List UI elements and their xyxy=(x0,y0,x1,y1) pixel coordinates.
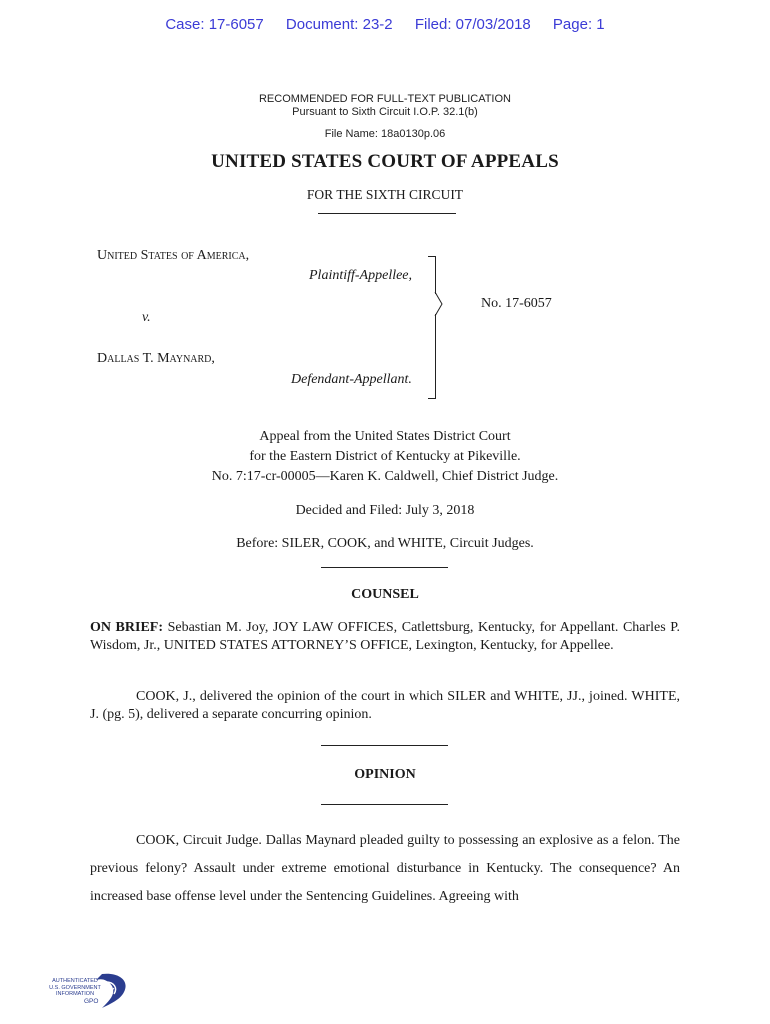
logo-text-authenticated: AUTHENTICATED xyxy=(52,978,98,984)
logo-text-information: INFORMATION xyxy=(55,991,95,997)
publication-recommendation: RECOMMENDED FOR FULL-TEXT PUBLICATION xyxy=(258,93,511,105)
counsel-heading: COUNSEL xyxy=(351,587,419,602)
plaintiff-role: Plaintiff-Appellee, xyxy=(309,268,413,283)
defendant-role: Defendant-Appellant. xyxy=(291,372,412,387)
opinion-heading: OPINION xyxy=(354,767,416,782)
gpo-authentication-logo xyxy=(40,970,140,1012)
counsel-text: Sebastian M. Joy, JOY LAW OFFICES, Catlettsburg, Kentucky, for Appellant. Charles P. Wisdom, Jr., UNITED STATES ATTORNEY’S OFFICE, Lexington, Kentucky, for Appellee. xyxy=(90,620,680,653)
panel-divider xyxy=(321,567,448,568)
defendant-name: Dallas T. Maynard, xyxy=(97,351,215,366)
court-title: UNITED STATES COURT OF APPEALS xyxy=(211,151,559,172)
appeal-line-2: for the Eastern District of Kentucky at Pikeville. xyxy=(249,449,521,464)
page-number-stamp: Page: 1 xyxy=(552,16,605,33)
counsel-paragraph xyxy=(90,619,680,655)
publication-rule: Pursuant to Sixth Circuit I.O.P. 32.1(b) xyxy=(292,106,478,118)
filing-header xyxy=(0,16,770,33)
logo-text-government: U.S. GOVERNMENT xyxy=(49,984,101,991)
circuit-name: FOR THE SIXTH CIRCUIT xyxy=(306,187,464,202)
opinion-bottom-divider xyxy=(321,804,448,805)
opinion-top-divider xyxy=(321,745,448,746)
decided-date: Decided and Filed: July 3, 2018 xyxy=(295,503,475,518)
plaintiff-name: United States of America, xyxy=(97,248,250,263)
opinion-delivery: COOK, J., delivered the opinion of the court in which SILER and WHITE, JJ., joined. WHITE, J. (pg. 5), delivered a separate concurring opinion. xyxy=(90,689,680,722)
docket-number: No. 17-6057 xyxy=(481,296,552,311)
file-name: File Name: 18a0130p.06 xyxy=(324,128,446,140)
opinion-text: COOK, Circuit Judge. Dallas Maynard pleaded guilty to possessing an explosive as a felon. The previous felony? Assault under extreme emotional disturbance in Kentucky. The consequence? An increased base offense level under the Sentencing Guidelines. Agreeing with xyxy=(90,833,680,904)
appeal-line-1: Appeal from the United States District Court xyxy=(259,429,511,444)
case-number-stamp: Case: 17-6057 xyxy=(165,16,264,33)
title-divider xyxy=(318,213,456,214)
appeal-line-3: No. 7:17-cr-00005—Karen K. Caldwell, Chief District Judge. xyxy=(211,469,559,484)
logo-text-gpo: GPO xyxy=(84,998,99,1005)
document-number-stamp: Document: 23-2 xyxy=(285,16,393,33)
on-brief-label: ON BRIEF: xyxy=(90,620,164,635)
filed-date-stamp: Filed: 07/03/2018 xyxy=(414,16,531,33)
versus: v. xyxy=(142,310,151,325)
panel-judges: Before: SILER, COOK, and WHITE, Circuit Judges. xyxy=(236,536,534,551)
